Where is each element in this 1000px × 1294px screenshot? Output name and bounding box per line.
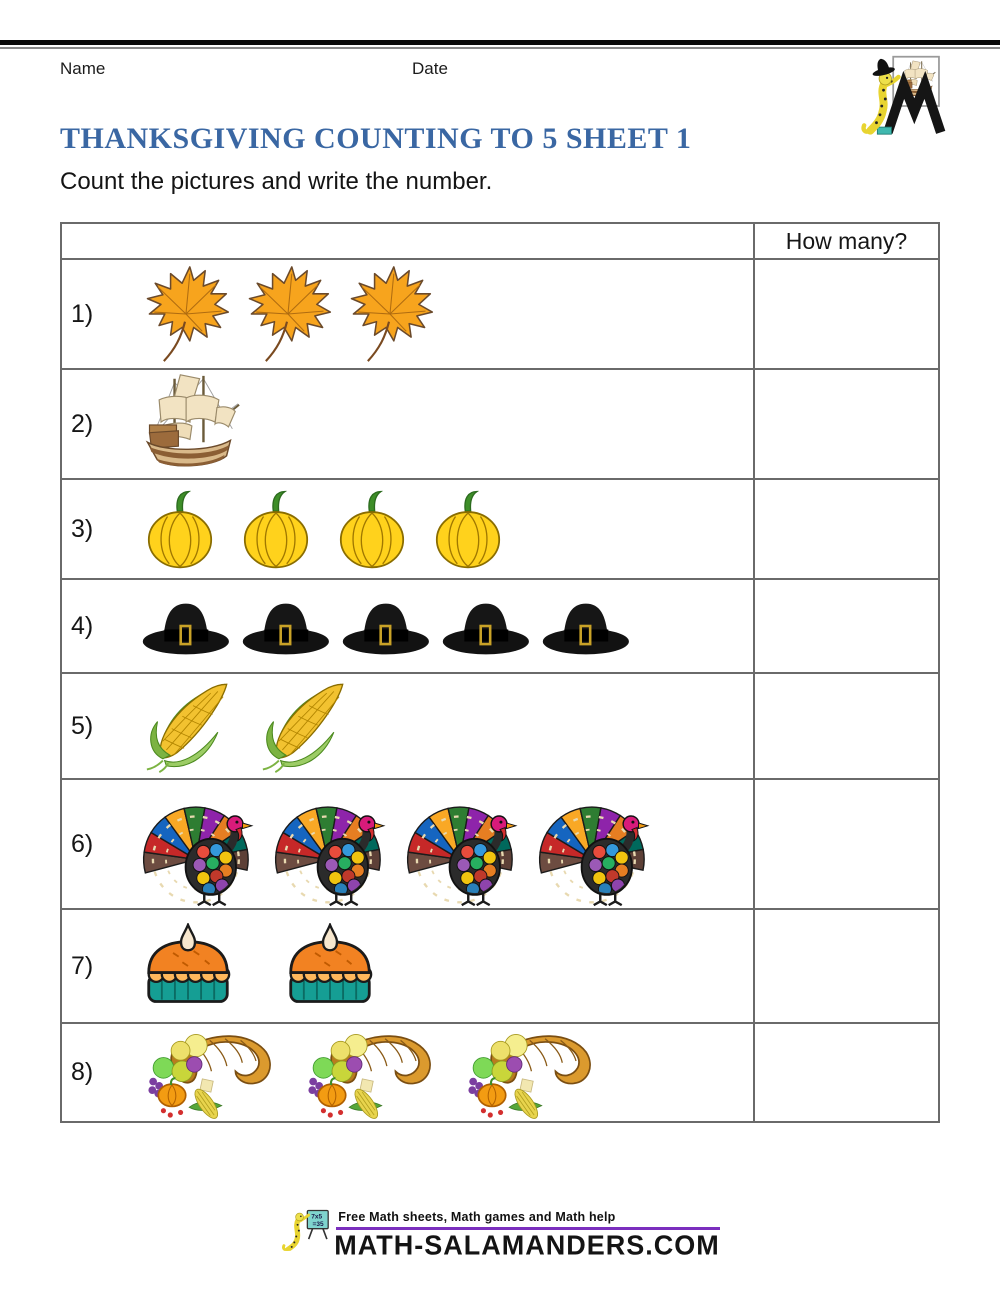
name-label: Name bbox=[60, 59, 106, 78]
answer-cell[interactable] bbox=[753, 480, 938, 578]
table-row bbox=[62, 910, 938, 1024]
table-row bbox=[62, 674, 938, 780]
answer-cell[interactable] bbox=[753, 1024, 938, 1121]
item-cell bbox=[62, 260, 753, 368]
pilgrim-hat-icon bbox=[435, 595, 535, 657]
item-icons bbox=[135, 1025, 607, 1121]
pie-icon bbox=[135, 923, 241, 1009]
row-number: 6) bbox=[71, 829, 94, 858]
footer-tagline: Free Math sheets, Math games and Math help bbox=[338, 1210, 616, 1224]
item-cell bbox=[62, 780, 753, 908]
date-label: Date bbox=[412, 59, 448, 78]
item-cell bbox=[62, 910, 753, 1022]
mayflower-ship-icon bbox=[135, 371, 243, 477]
pilgrim-hat-icon bbox=[335, 595, 435, 657]
item-cell bbox=[62, 370, 753, 478]
top-rule bbox=[0, 40, 1000, 45]
answer-cell[interactable] bbox=[753, 260, 938, 368]
pie-icon bbox=[277, 923, 383, 1009]
page-title: THANKSGIVING COUNTING TO 5 SHEET 1 bbox=[60, 122, 692, 155]
row-number: 7) bbox=[71, 951, 94, 980]
pumpkin-icon bbox=[231, 488, 321, 570]
row-number: 5) bbox=[71, 711, 94, 740]
table-body bbox=[62, 260, 938, 1121]
answer-cell[interactable] bbox=[753, 580, 938, 672]
answer-cell[interactable] bbox=[753, 370, 938, 478]
how-many-header: How many? bbox=[753, 224, 938, 258]
corn-icon bbox=[135, 679, 251, 773]
table-row bbox=[62, 370, 938, 480]
turkey-icon bbox=[531, 781, 663, 907]
item-icons bbox=[135, 371, 243, 477]
answer-cell[interactable] bbox=[753, 780, 938, 908]
maple-leaf-icon bbox=[135, 264, 235, 364]
item-icons bbox=[135, 264, 439, 364]
answer-cell[interactable] bbox=[753, 674, 938, 778]
pumpkin-icon bbox=[135, 488, 225, 570]
row-number: 1) bbox=[71, 299, 94, 328]
footer-salamander-logo-icon bbox=[280, 1198, 336, 1262]
turkey-icon bbox=[135, 781, 267, 907]
table-row bbox=[62, 1024, 938, 1121]
item-cell bbox=[62, 674, 753, 778]
table-header-row bbox=[62, 224, 938, 260]
counting-table bbox=[60, 222, 940, 1123]
cornucopia-icon bbox=[455, 1025, 607, 1121]
item-icons bbox=[135, 781, 663, 907]
item-cell bbox=[62, 1024, 753, 1121]
header-spacer bbox=[62, 224, 753, 258]
turkey-icon bbox=[399, 781, 531, 907]
item-icons bbox=[135, 679, 367, 773]
salamander-pilgrim-logo-icon bbox=[858, 52, 946, 138]
row-number: 4) bbox=[71, 611, 94, 640]
row-number: 3) bbox=[71, 514, 94, 543]
cornucopia-icon bbox=[135, 1025, 287, 1121]
pumpkin-icon bbox=[327, 488, 417, 570]
pilgrim-hat-icon bbox=[135, 595, 235, 657]
row-number: 8) bbox=[71, 1058, 94, 1086]
footer bbox=[0, 1198, 1000, 1262]
answer-cell[interactable] bbox=[753, 910, 938, 1022]
site-logo bbox=[858, 52, 946, 138]
item-cell bbox=[62, 580, 753, 672]
item-icons bbox=[135, 488, 513, 570]
pilgrim-hat-icon bbox=[535, 595, 635, 657]
table-row bbox=[62, 480, 938, 580]
maple-leaf-icon bbox=[237, 264, 337, 364]
row-number: 2) bbox=[71, 409, 94, 438]
maple-leaf-icon bbox=[339, 264, 439, 364]
instructions: Count the pictures and write the number. bbox=[60, 168, 493, 195]
turkey-icon bbox=[267, 781, 399, 907]
corn-icon bbox=[251, 679, 367, 773]
footer-site-name: MATH-SALAMANDERS.COM bbox=[334, 1229, 720, 1261]
cornucopia-icon bbox=[295, 1025, 447, 1121]
item-icons bbox=[135, 595, 635, 657]
table-row bbox=[62, 580, 938, 674]
top-rule-thin bbox=[0, 47, 1000, 49]
item-icons bbox=[135, 923, 383, 1009]
table-row bbox=[62, 780, 938, 910]
pumpkin-icon bbox=[423, 488, 513, 570]
item-cell bbox=[62, 480, 753, 578]
table-row bbox=[62, 260, 938, 370]
pilgrim-hat-icon bbox=[235, 595, 335, 657]
